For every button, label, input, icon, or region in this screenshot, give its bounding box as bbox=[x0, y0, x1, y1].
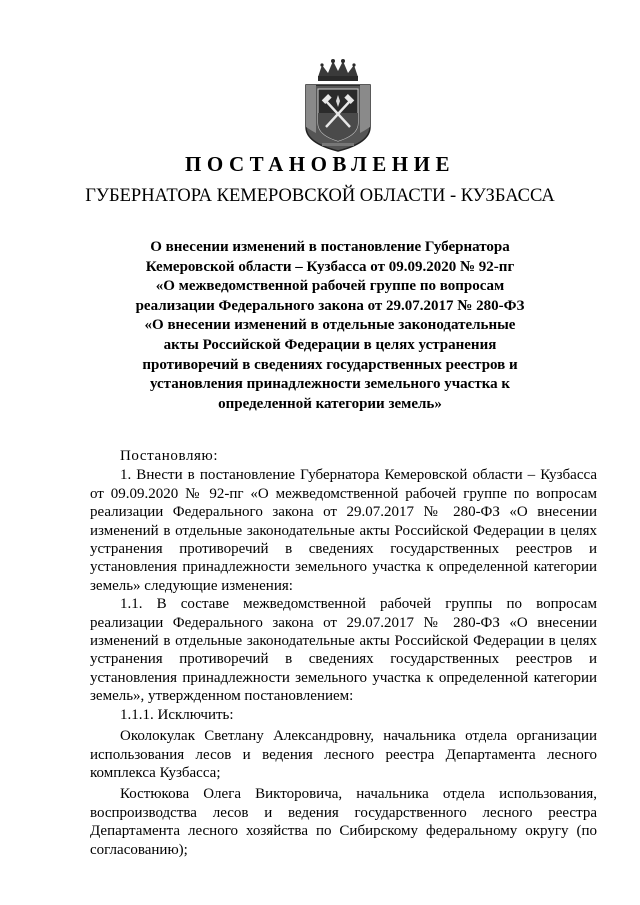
paragraph-exclusion-2: Костюкова Олега Викторовича, начальника отдела использования, воспроизводства лесов и ведения государственного лесного реестра Департамента лесного хозяйства по Сибирскому федеральному округу (по согласованию); bbox=[90, 786, 597, 858]
heading-line: Кемеровской области – Кузбасса от 09.09.2020 № 92-пг bbox=[145, 258, 515, 275]
heading-line: «О внесении изменений в отдельные законодательные bbox=[144, 317, 516, 334]
decree-word: Постановляю: bbox=[120, 448, 219, 464]
heading-line: О внесении изменений в постановление Губернатора bbox=[150, 239, 510, 255]
document-heading bbox=[120, 238, 540, 414]
paragraph-1-1-1: 1.1.1. Исключить: bbox=[120, 706, 234, 723]
document-title: ПОСТАНОВЛЕНИЕ bbox=[185, 152, 455, 176]
coat-of-arms-icon bbox=[302, 57, 374, 153]
heading-line: противоречий в сведениях государственных реестров и bbox=[142, 356, 518, 373]
document-body bbox=[90, 447, 597, 859]
document-subtitle: ГУБЕРНАТОРА КЕМЕРОВСКОЙ ОБЛАСТИ - КУЗБАССА bbox=[85, 186, 555, 206]
paragraph-1-1: 1.1. В составе межведомственной рабочей группы по вопросам реализации Федерального закона от 29.07.2017 № 280-ФЗ «О внесении изменений в отдельные законодательные акты Российской Федерации в целях устранения противоречий в сведениях государственных реестров и установления принадлежности земельного участка к определенной категории земель», утвержденном постановлением: bbox=[90, 596, 597, 705]
paragraph-1: 1. Внести в постановление Губернатора Кемеровской области – Кузбасса от 09.09.2020 № 92-пг «О межведомственной рабочей группе по вопросам реализации Федерального закона от 29.07.2017 № 280-ФЗ «О внесении изменений в отдельные законодательные акты Российской Федерации в целях устранения противоречий в сведениях государственных реестров и установления принадлежности земельного участка к определенной категории земель» следующие изменения: bbox=[90, 467, 597, 594]
heading-line: реализации Федерального закона от 29.07.2017 № 280-ФЗ bbox=[135, 297, 525, 314]
heading-line: установления принадлежности земельного участка к bbox=[149, 376, 511, 393]
heading-line: «О межведомственной рабочей группе по вопросам bbox=[155, 278, 505, 295]
paragraph-exclusion-1: Околокулак Светлану Александровну, начальника отдела организации использования лесов и ведения лесного реестра Департамента лесного комплекса Кузбасса; bbox=[90, 728, 597, 781]
heading-line: акты Российской Федерации в целях устранения bbox=[163, 336, 497, 353]
heading-line: определенной категории земель» bbox=[218, 395, 442, 412]
